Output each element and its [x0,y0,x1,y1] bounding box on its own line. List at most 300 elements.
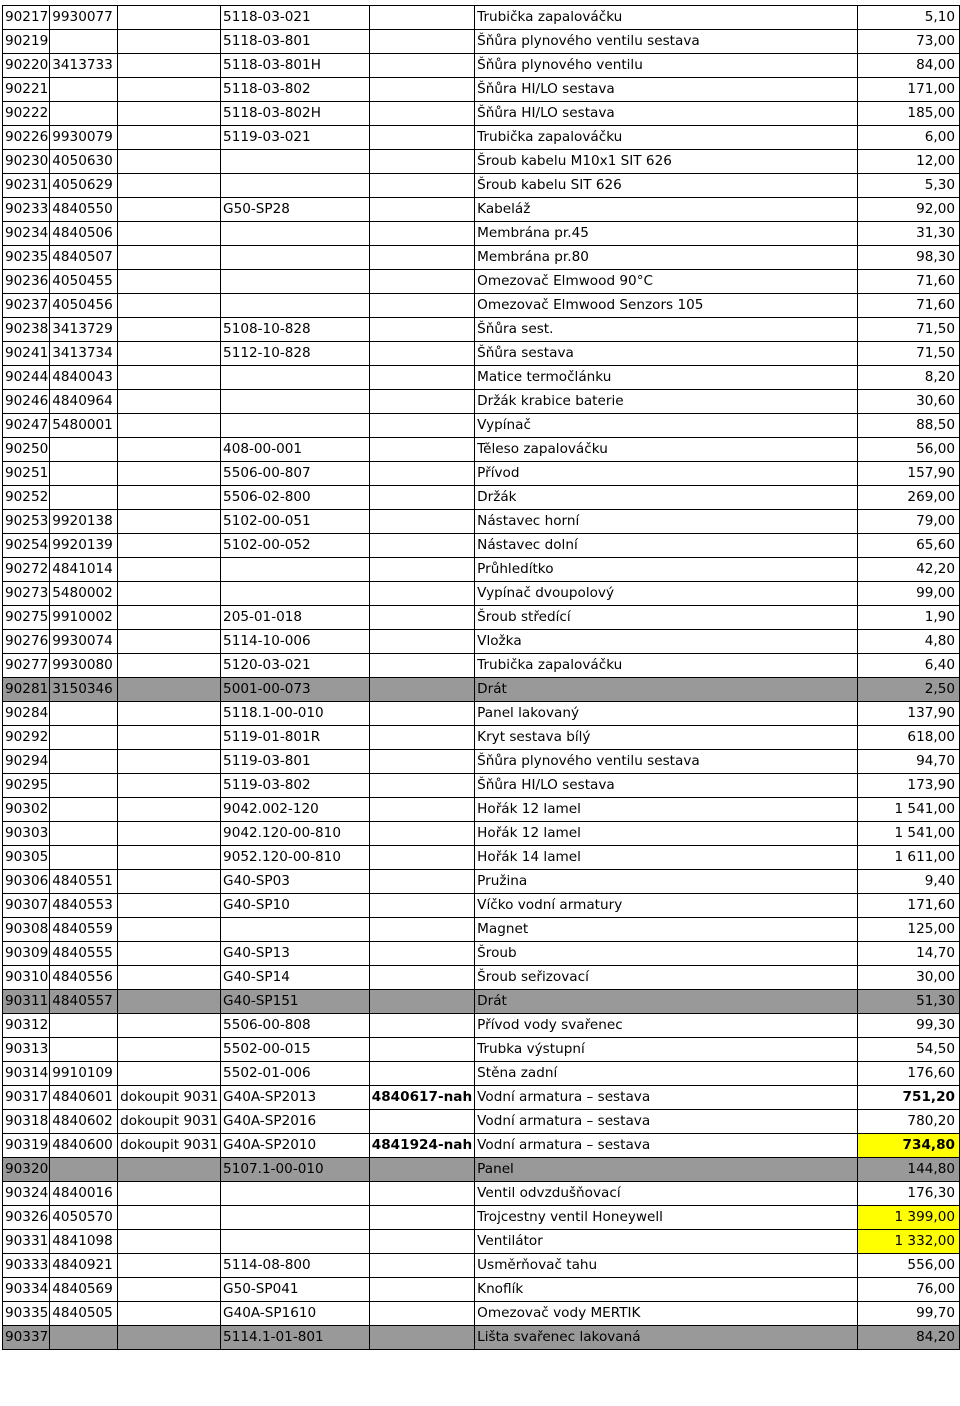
table-row[interactable] [3,534,960,558]
part-number-cell: 5118.1-00-010 [221,702,370,726]
product-code-cell [50,798,118,822]
table-row[interactable] [3,1134,960,1158]
table-row[interactable] [3,1302,960,1326]
replacement-ref-cell [369,1230,474,1254]
price-cell: 71,50 [857,318,959,342]
table-row[interactable] [3,1230,960,1254]
note-cell [118,870,221,894]
table-row[interactable] [3,102,960,126]
part-number-cell: G40A-SP1610 [221,1302,370,1326]
table-row[interactable] [3,54,960,78]
table-row[interactable] [3,246,960,270]
row-id-cell: 90236 [3,270,50,294]
replacement-ref-cell [369,750,474,774]
table-row[interactable] [3,726,960,750]
table-row[interactable] [3,894,960,918]
price-cell: 14,70 [857,942,959,966]
table-row[interactable] [3,462,960,486]
table-row[interactable] [3,774,960,798]
replacement-ref-cell [369,726,474,750]
row-id-cell: 90237 [3,294,50,318]
note-cell [118,630,221,654]
note-cell [118,126,221,150]
part-number-cell: 5102-00-052 [221,534,370,558]
description-cell: Panel [475,1158,858,1182]
table-row[interactable] [3,438,960,462]
note-cell [118,966,221,990]
table-row[interactable] [3,1086,960,1110]
price-cell: 65,60 [857,534,959,558]
part-number-cell: 5118-03-021 [221,6,370,30]
replacement-ref-cell [369,318,474,342]
price-cell: 8,20 [857,366,959,390]
table-row[interactable] [3,174,960,198]
replacement-ref-cell [369,438,474,462]
replacement-ref-cell [369,702,474,726]
replacement-ref-cell [369,942,474,966]
note-cell [118,510,221,534]
price-cell: 171,60 [857,894,959,918]
price-cell: 99,30 [857,1014,959,1038]
row-id-cell: 90310 [3,966,50,990]
price-cell: 73,00 [857,30,959,54]
note-cell [118,342,221,366]
part-number-cell: 5114-08-800 [221,1254,370,1278]
part-number-cell: 5506-02-800 [221,486,370,510]
part-number-cell: 5001-00-073 [221,678,370,702]
replacement-ref-cell [369,894,474,918]
description-cell: Šňůra HI/LO sestava [475,102,858,126]
description-cell: Knoflík [475,1278,858,1302]
part-number-cell: 5119-03-802 [221,774,370,798]
replacement-ref-cell [369,462,474,486]
product-code-cell: 9910002 [50,606,118,630]
description-cell: Trubka výstupní [475,1038,858,1062]
part-number-cell: 5506-00-808 [221,1014,370,1038]
table-row[interactable] [3,78,960,102]
description-cell: Šroub středící [475,606,858,630]
replacement-ref-cell [369,1014,474,1038]
table-row[interactable] [3,198,960,222]
description-cell: Usměrňovač tahu [475,1254,858,1278]
price-cell: 185,00 [857,102,959,126]
product-code-cell: 4840569 [50,1278,118,1302]
description-cell: Šňůra HI/LO sestava [475,78,858,102]
part-number-cell: 5112-10-828 [221,342,370,366]
product-code-cell: 3413734 [50,342,118,366]
note-cell [118,390,221,414]
product-code-cell [50,438,118,462]
table-row[interactable] [3,222,960,246]
price-cell: 30,60 [857,390,959,414]
product-code-cell: 5480001 [50,414,118,438]
row-id-cell: 90306 [3,870,50,894]
table-body [3,6,960,1350]
table-row[interactable] [3,318,960,342]
note-cell [118,582,221,606]
price-cell: 1 541,00 [857,822,959,846]
replacement-ref-cell [369,582,474,606]
part-number-cell: 5506-00-807 [221,462,370,486]
description-cell: Šroub [475,942,858,966]
product-code-cell: 9930080 [50,654,118,678]
product-code-cell: 4050630 [50,150,118,174]
table-row[interactable] [3,606,960,630]
product-code-cell [50,1038,118,1062]
row-id-cell: 90337 [3,1326,50,1350]
product-code-cell: 3413733 [50,54,118,78]
row-id-cell: 90238 [3,318,50,342]
product-code-cell: 4840555 [50,942,118,966]
price-cell: 71,50 [857,342,959,366]
note-cell: dokoupit 9031 [118,1086,221,1110]
part-number-cell: 5502-00-015 [221,1038,370,1062]
replacement-ref-cell [369,390,474,414]
row-id-cell: 90281 [3,678,50,702]
replacement-ref-cell [369,918,474,942]
description-cell: Omezovač Elmwood 90°C [475,270,858,294]
price-cell: 173,90 [857,774,959,798]
replacement-ref-cell [369,558,474,582]
description-cell: Šroub kabelu M10x1 SIT 626 [475,150,858,174]
replacement-ref-cell [369,1110,474,1134]
row-id-cell: 90333 [3,1254,50,1278]
row-id-cell: 90313 [3,1038,50,1062]
replacement-ref-cell [369,126,474,150]
note-cell [118,942,221,966]
description-cell: Těleso zapalováčku [475,438,858,462]
row-id-cell: 90331 [3,1230,50,1254]
product-code-cell [50,486,118,510]
row-id-cell: 90284 [3,702,50,726]
part-number-cell: 5102-00-051 [221,510,370,534]
product-code-cell: 9910109 [50,1062,118,1086]
row-id-cell: 90276 [3,630,50,654]
part-number-cell: 5502-01-006 [221,1062,370,1086]
part-number-cell: 5108-10-828 [221,318,370,342]
note-cell [118,174,221,198]
price-cell: 157,90 [857,462,959,486]
note-cell [118,558,221,582]
note-cell [118,990,221,1014]
description-cell: Membrána pr.45 [475,222,858,246]
replacement-ref-cell [369,246,474,270]
row-id-cell: 90295 [3,774,50,798]
description-cell: Vložka [475,630,858,654]
row-id-cell: 90253 [3,510,50,534]
product-code-cell: 4840043 [50,366,118,390]
row-id-cell: 90319 [3,1134,50,1158]
description-cell: Ventilátor [475,1230,858,1254]
table-row[interactable] [3,510,960,534]
price-cell: 5,30 [857,174,959,198]
price-cell: 125,00 [857,918,959,942]
note-cell [118,1014,221,1038]
replacement-ref-cell [369,1302,474,1326]
table-row[interactable] [3,870,960,894]
product-code-cell [50,462,118,486]
row-id-cell: 90324 [3,1182,50,1206]
replacement-ref-cell [369,990,474,1014]
product-code-cell [50,1014,118,1038]
note-cell [118,1062,221,1086]
price-cell: 88,50 [857,414,959,438]
price-cell: 1 399,00 [857,1206,959,1230]
note-cell [118,366,221,390]
description-cell: Stěna zadní [475,1062,858,1086]
part-number-cell: G50-SP28 [221,198,370,222]
table-row[interactable] [3,414,960,438]
note-cell [118,462,221,486]
table-row[interactable] [3,126,960,150]
product-code-cell: 4840505 [50,1302,118,1326]
part-number-cell: 5118-03-801H [221,54,370,78]
product-code-cell [50,102,118,126]
product-code-cell [50,750,118,774]
note-cell [118,1326,221,1350]
table-row[interactable] [3,918,960,942]
replacement-ref-cell [369,846,474,870]
price-cell: 269,00 [857,486,959,510]
product-code-cell: 4840600 [50,1134,118,1158]
table-row[interactable] [3,582,960,606]
table-row[interactable] [3,390,960,414]
product-code-cell: 4050570 [50,1206,118,1230]
part-number-cell [221,558,370,582]
price-cell: 2,50 [857,678,959,702]
table-row[interactable] [3,558,960,582]
product-code-cell: 4840556 [50,966,118,990]
product-code-cell: 3150346 [50,678,118,702]
table-row[interactable] [3,702,960,726]
price-cell: 30,00 [857,966,959,990]
price-cell: 98,30 [857,246,959,270]
table-row[interactable] [3,366,960,390]
row-id-cell: 90308 [3,918,50,942]
table-row[interactable] [3,294,960,318]
part-number-cell: 9052.120-00-810 [221,846,370,870]
price-cell: 94,70 [857,750,959,774]
product-code-cell: 9930079 [50,126,118,150]
row-id-cell: 90309 [3,942,50,966]
description-cell: Hořák 12 lamel [475,822,858,846]
table-row[interactable] [3,342,960,366]
note-cell [118,1038,221,1062]
replacement-ref-cell [369,198,474,222]
description-cell: Přívod [475,462,858,486]
price-cell: 54,50 [857,1038,959,1062]
table-row[interactable] [3,1062,960,1086]
row-id-cell: 90302 [3,798,50,822]
price-cell: 79,00 [857,510,959,534]
note-cell [118,750,221,774]
note-cell [118,894,221,918]
description-cell: Víčko vodní armatury [475,894,858,918]
price-cell: 42,20 [857,558,959,582]
replacement-ref-cell [369,342,474,366]
table-row[interactable] [3,1110,960,1134]
product-code-cell: 4840559 [50,918,118,942]
table-row[interactable] [3,1326,960,1350]
table-row[interactable] [3,486,960,510]
product-code-cell: 4840016 [50,1182,118,1206]
table-row[interactable] [3,1038,960,1062]
note-cell [118,678,221,702]
note-cell [118,270,221,294]
product-code-cell: 4840557 [50,990,118,1014]
note-cell [118,294,221,318]
price-cell: 5,10 [857,6,959,30]
table-row[interactable] [3,798,960,822]
row-id-cell: 90320 [3,1158,50,1182]
table-row[interactable] [3,150,960,174]
table-row[interactable] [3,942,960,966]
table-row[interactable] [3,846,960,870]
description-cell: Omezovač Elmwood Senzors 105 [475,294,858,318]
price-cell: 4,80 [857,630,959,654]
note-cell [118,1206,221,1230]
replacement-ref-cell [369,1326,474,1350]
replacement-ref-cell [369,6,474,30]
table-row[interactable] [3,1158,960,1182]
part-number-cell [221,270,370,294]
description-cell: Vodní armatura – sestava [475,1086,858,1110]
description-cell: Panel lakovaný [475,702,858,726]
table-row[interactable] [3,630,960,654]
price-cell: 84,20 [857,1326,959,1350]
table-row[interactable] [3,966,960,990]
table-row[interactable] [3,270,960,294]
price-cell: 556,00 [857,1254,959,1278]
part-number-cell: 5119-03-801 [221,750,370,774]
product-code-cell: 4840550 [50,198,118,222]
replacement-ref-cell [369,510,474,534]
description-cell: Přívod vody svařenec [475,1014,858,1038]
note-cell [118,1158,221,1182]
description-cell: Membrána pr.80 [475,246,858,270]
table-row[interactable] [3,1206,960,1230]
price-cell: 71,60 [857,270,959,294]
part-number-cell: 5114.1-01-801 [221,1326,370,1350]
note-cell [118,246,221,270]
note-cell [118,486,221,510]
part-number-cell [221,1182,370,1206]
description-cell: Trubička zapalováčku [475,126,858,150]
price-cell: 6,00 [857,126,959,150]
part-number-cell: 5120-03-021 [221,654,370,678]
replacement-ref-cell: 4840617-nah [369,1086,474,1110]
note-cell [118,798,221,822]
note-cell [118,198,221,222]
price-cell: 99,70 [857,1302,959,1326]
note-cell [118,1278,221,1302]
description-cell: Pružina [475,870,858,894]
note-cell: dokoupit 9031 [118,1134,221,1158]
part-number-cell [221,918,370,942]
product-code-cell: 9920139 [50,534,118,558]
part-number-cell: 9042.120-00-810 [221,822,370,846]
description-cell: Držák krabice baterie [475,390,858,414]
part-number-cell [221,414,370,438]
replacement-ref-cell [369,366,474,390]
replacement-ref-cell [369,486,474,510]
table-row[interactable] [3,750,960,774]
note-cell [118,102,221,126]
row-id-cell: 90246 [3,390,50,414]
part-number-cell: 5114-10-006 [221,630,370,654]
table-row[interactable] [3,1254,960,1278]
price-cell: 1 541,00 [857,798,959,822]
part-number-cell: 9042.002-120 [221,798,370,822]
note-cell [118,150,221,174]
description-cell: Šňůra plynového ventilu [475,54,858,78]
price-cell: 176,30 [857,1182,959,1206]
replacement-ref-cell [369,102,474,126]
table-row[interactable] [3,30,960,54]
part-number-cell [221,366,370,390]
price-cell: 6,40 [857,654,959,678]
price-cell: 99,00 [857,582,959,606]
table-row[interactable] [3,6,960,30]
price-cell: 31,30 [857,222,959,246]
product-code-cell [50,30,118,54]
description-cell: Šňůra plynového ventilu sestava [475,750,858,774]
product-code-cell: 5480002 [50,582,118,606]
row-id-cell: 90247 [3,414,50,438]
price-cell: 1,90 [857,606,959,630]
parts-price-table [2,5,960,1350]
note-cell [118,1302,221,1326]
note-cell [118,654,221,678]
row-id-cell: 90273 [3,582,50,606]
product-code-cell [50,1158,118,1182]
note-cell [118,1254,221,1278]
description-cell: Šňůra HI/LO sestava [475,774,858,798]
table-row[interactable] [3,678,960,702]
row-id-cell: 90226 [3,126,50,150]
part-number-cell [221,390,370,414]
table-row[interactable] [3,990,960,1014]
part-number-cell [221,294,370,318]
product-code-cell [50,822,118,846]
replacement-ref-cell [369,1206,474,1230]
row-id-cell: 90272 [3,558,50,582]
note-cell [118,726,221,750]
row-id-cell: 90275 [3,606,50,630]
replacement-ref-cell [369,294,474,318]
table-row[interactable] [3,1278,960,1302]
replacement-ref-cell: 4841924-nah [369,1134,474,1158]
row-id-cell: 90241 [3,342,50,366]
replacement-ref-cell [369,1062,474,1086]
table-row[interactable] [3,822,960,846]
table-row[interactable] [3,654,960,678]
description-cell: Šňůra plynového ventilu sestava [475,30,858,54]
replacement-ref-cell [369,1182,474,1206]
description-cell: Omezovač vody MERTIK [475,1302,858,1326]
description-cell: Hořák 14 lamel [475,846,858,870]
row-id-cell: 90334 [3,1278,50,1302]
product-code-cell [50,726,118,750]
description-cell: Trojcestny ventil Honeywell [475,1206,858,1230]
part-number-cell: 5118-03-802H [221,102,370,126]
product-code-cell: 9920138 [50,510,118,534]
replacement-ref-cell [369,822,474,846]
product-code-cell: 9930077 [50,6,118,30]
table-row[interactable] [3,1182,960,1206]
table-row[interactable] [3,1014,960,1038]
note-cell [118,222,221,246]
